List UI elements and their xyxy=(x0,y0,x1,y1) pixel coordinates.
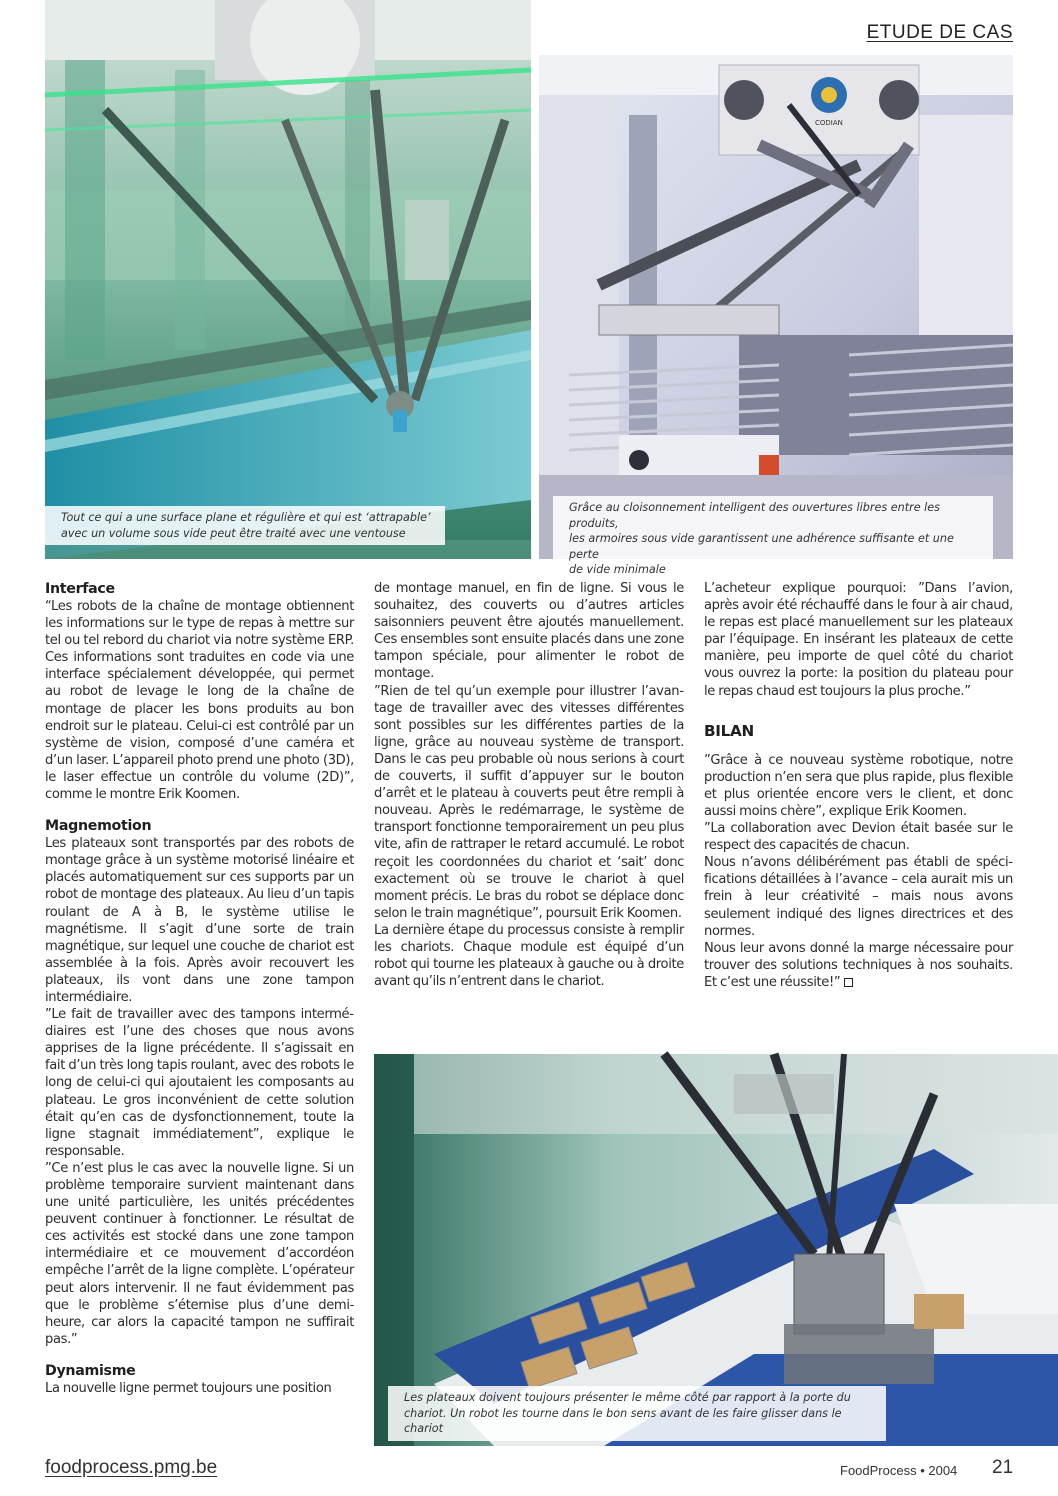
caption-line: de vide minimale xyxy=(569,563,666,576)
paragraph: “Les robots de la chaîne de montage obtiennent les informations sur le type de repas à mettre sur tel ou tel rebord du chariot via notre système ERP. Ces informations sont traduites en code via une interface spécialement développée, qui permet au robot de levage le long de la chaîne de montage de placer les bons produits au bon endroit sur le plateau. Celui-ci est contrôlé par un système de vision, composé d’une caméra et d’un laser. L’appareil photo prend une photo (3D), le laser effectue un contrôle du volume (2D)”, comme le montre Erik Koomen. xyxy=(45,599,354,803)
photo-caption xyxy=(553,496,993,582)
codian-logo-text: CODIAN xyxy=(815,119,843,127)
paragraph: ”Ce n’est plus le cas avec la nouvelle ligne. Si un problème temporaire survient maintenant dans une unité particulière, les unités précédentes peuvent continuer à fonctionner. Le résultat de ces activités est stocké dans une zone tampon intermédiaire et ce mouvement d’accordéon empêche l’arrêt de la ligne complète. L’opérateur peut alors intervenir. Il ne faut évidemment pas que le problème s’éternise plus d’une demi-heure, car alors la capacité tampon ne suffirait pas.” xyxy=(45,1160,354,1347)
paragraph: Nous n’avons délibérément pas établi de spécifications détaillées à l’avance – cela aurait mis un frein à leur créativité – mais nous avons seulement indiqué des lignes directrices et des normes. xyxy=(704,855,1013,939)
caption-line: Les plateaux doivent toujours présenter le même côté par rapport à la porte du xyxy=(404,1391,851,1404)
heading-magnemotion: Magnemotion xyxy=(45,818,152,835)
photo-codian-robot-cell xyxy=(539,55,1013,576)
caption-line: chariot. Un robot les tourne dans le bon sens avant de les faire glisser dans le chariot xyxy=(404,1406,842,1435)
paragraph: ”Le fait de travailler avec des tampons intermédiaires est l’une des choses que nous avons apprises de la ligne précédente. Il s’agissait en fait d’un très long tapis roulant, avec des robots le long de celui-ci qui ajoutaient les composants au plateau. Le gros inconvénient de cette solution était qu’en cas de dysfonctionnement, toute la ligne stagnait immédiatement”, explique le responsable. xyxy=(45,1007,354,1159)
caption-line: Tout ce qui a une surface plane et régulière et qui est ‘attrapable’ xyxy=(61,511,431,524)
caption-line: les armoires sous vide garantissent une adhérence suffisante et une perte xyxy=(569,532,954,561)
page-number: 21 xyxy=(992,1457,1014,1478)
section-title: ETUDE DE CAS xyxy=(866,22,1013,43)
footer-magazine-issue: FoodProcess • 2004 xyxy=(840,1463,958,1478)
paragraph: Les plateaux sont transportés par des robots de montage grâce à un système motorisé linéaire et placés automatiquement sur ces supports par un robot de montage des plateaux. Au lieu d’un tapis roulant de A à B, le système utilise le magnétisme. Il s’agit d’une sorte de train magnétique, sur lequel une couche de chariot est assemblée à la fois. Après avoir recouvert les plateaux, ils vont dans une zone tampon intermédiaire. xyxy=(45,836,354,1005)
photo-delta-robot-glass xyxy=(45,0,531,559)
paragraph-text: Nous leur avons donné la marge nécessaire pour trouver des solutions techniques à nos souhaits. Et c’est une réussite!” xyxy=(704,940,1013,990)
paragraph: de montage manuel, en fin de ligne. Si vous le souhaitez, des couverts ou d’autres articles saisonniers peuvent être ajoutés manuellement. Ces ensembles sont ensuite placés dans une zone tampon spéciale, pour alimenter le robot de montage. xyxy=(374,581,684,682)
photo-tray-turning-robot xyxy=(374,1054,1058,1446)
end-of-article-icon xyxy=(844,978,853,987)
caption-line: Grâce au cloisonnement intelligent des ouvertures libres entre les produits, xyxy=(569,501,940,530)
article-column-2 xyxy=(374,580,684,990)
paragraph: La nouvelle ligne permet toujours une position xyxy=(45,1380,332,1396)
paragraph: ”Grâce à ce nouveau système robotique, notre production n’en sera que plus rapide, plus flexible et plus orientée encore vers le client, et donc aussi moins chère”, explique Erik Koomen. xyxy=(704,752,1013,819)
heading-bilan: BILAN xyxy=(704,721,754,740)
photo-caption xyxy=(45,506,445,545)
photo-graphic xyxy=(45,0,531,559)
footer-website-link[interactable]: foodprocess.pmg.be xyxy=(45,1457,218,1478)
heading-dynamisme: Dynamisme xyxy=(45,1362,136,1379)
paragraph: La dernière étape du processus consiste à remplir les chariots. Chaque module est équipé d’un robot qui tourne les plateaux à gauche ou à droite avant qu’ils n’entrent dans le chariot. xyxy=(374,922,684,990)
paragraph: ”La collaboration avec Devion était basée sur le respect des capacités de chacun. xyxy=(704,821,1013,854)
heading-interface: Interface xyxy=(45,581,115,597)
photo-graphic xyxy=(539,55,1013,559)
article-column-1 xyxy=(45,580,354,1397)
paragraph: L’acheteur explique pourquoi: ”Dans l’avion, après avoir été réchauffé dans le four à air chaud, le repas est placé manuellement sur les plateaux par l’équipage. En insérant les plateaux de cette manière, peu importe de quel côté du chariot vous ouvrez la porte: la position du plateau pour le repas chaud est toujours la plus proche.” xyxy=(704,581,1013,699)
paragraph: ”Rien de tel qu’un exemple pour illustrer l’avantage de travailler avec des vitesses différentes sont possibles sur les différentes parties de la ligne, grâce au nouveau système de transport. Dans le cas peu probable où nous serions à court de couverts, il suffit d’appuyer sur le bouton d’arrêt et le plateau à couverts peut être rempli à nouveau. Après le redémarrage, le système de transport fonctionne temporairement un peu plus vite, afin de rattraper le retard accumulé. Le robot reçoit les coordonnées du chariot et ‘sait’ donc exactement où se trouve le chariot à quel moment précis. Le bras du robot se déplace donc selon le train magnétique”, poursuit Erik Koomen. xyxy=(374,683,684,921)
photo-caption xyxy=(388,1386,886,1441)
paragraph xyxy=(704,940,1013,991)
article-column-3 xyxy=(704,580,1013,991)
caption-line: avec un volume sous vide peut être traité avec une ventouse xyxy=(61,526,406,540)
